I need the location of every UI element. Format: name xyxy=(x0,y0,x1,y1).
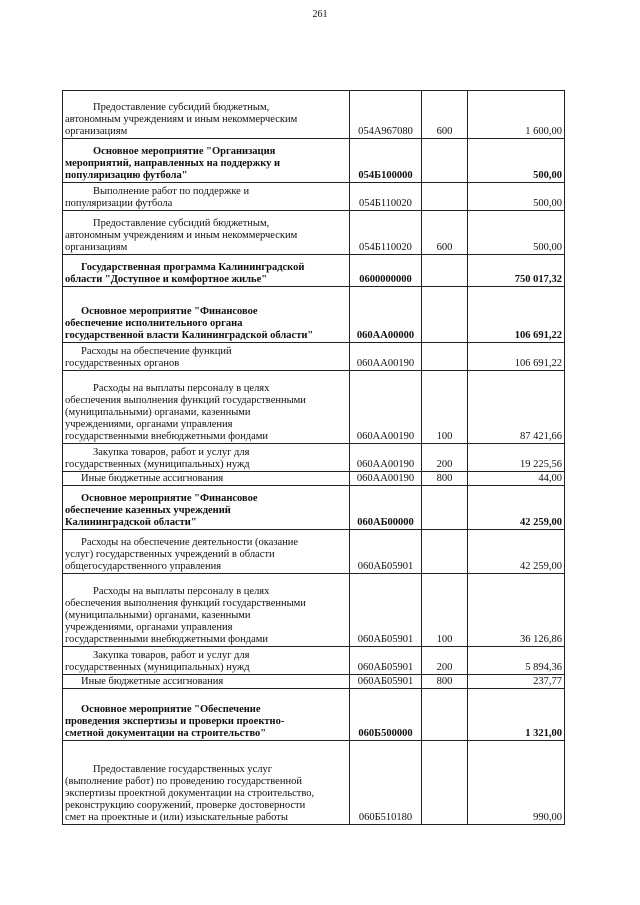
row-code: 054Б110020 xyxy=(350,183,422,211)
row-expense-type xyxy=(422,530,468,574)
row-name xyxy=(63,530,350,574)
row-code: 054А967080 xyxy=(350,91,422,139)
row-expense-type xyxy=(422,343,468,371)
row-name-line: Предоставление государственных услуг xyxy=(93,764,273,775)
row-expense-type xyxy=(422,741,468,825)
table-row xyxy=(63,287,565,343)
table-row xyxy=(63,343,565,371)
row-name-line: (выполнение работ) по проведению государственной xyxy=(65,776,302,787)
row-name xyxy=(63,139,350,183)
table-row xyxy=(63,211,565,255)
row-expense-type xyxy=(422,139,468,183)
row-name xyxy=(63,689,350,741)
row-name-line: Основное мероприятие "Организация xyxy=(93,146,276,157)
row-name-line: Расходы на выплаты персоналу в целях xyxy=(93,383,270,394)
row-name-line: государственными внебюджетными фондами xyxy=(65,431,269,442)
row-name-line: Предоставление субсидий бюджетным, xyxy=(93,102,270,113)
table-row xyxy=(63,472,565,486)
row-code: 060АБ05901 xyxy=(350,574,422,647)
row-name-line: (муниципальными) органами, казенными xyxy=(65,407,251,418)
row-code: 060АБ05901 xyxy=(350,647,422,675)
row-amount: 87 421,66 xyxy=(468,371,565,444)
row-name-line: Основное мероприятие "Финансовое xyxy=(81,493,258,504)
row-amount: 36 126,86 xyxy=(468,574,565,647)
row-amount: 106 691,22 xyxy=(468,343,565,371)
row-name-line: государственных органов xyxy=(65,358,180,369)
row-name-line: государственной власти Калининградской области" xyxy=(65,330,314,341)
row-amount: 237,77 xyxy=(468,675,565,689)
row-name-line: обеспечения выполнения функций государственными xyxy=(65,598,306,609)
row-name-line: общегосударственного управления xyxy=(65,561,222,572)
row-name xyxy=(63,741,350,825)
row-code: 060АА00000 xyxy=(350,287,422,343)
row-amount: 19 225,56 xyxy=(468,444,565,472)
row-code: 060АБ05901 xyxy=(350,675,422,689)
row-code: 054Б110020 xyxy=(350,211,422,255)
row-name xyxy=(63,444,350,472)
table-row xyxy=(63,574,565,647)
row-name xyxy=(63,371,350,444)
row-expense-type: 200 xyxy=(422,444,468,472)
row-code: 060АБ00000 xyxy=(350,486,422,530)
row-name-line: Закупка товаров, работ и услуг для xyxy=(93,650,250,661)
row-name-line: Калининградской области" xyxy=(65,517,197,528)
row-name-line: автономным учреждениям и иным некоммерческим xyxy=(65,114,298,125)
table-row xyxy=(63,444,565,472)
row-name-line: области "Доступное и комфортное жилье" xyxy=(65,274,268,285)
row-name-line: Иные бюджетные ассигнования xyxy=(81,676,224,687)
table-row xyxy=(63,139,565,183)
row-name xyxy=(63,255,350,287)
row-name-line: Иные бюджетные ассигнования xyxy=(81,473,224,484)
row-expense-type: 800 xyxy=(422,472,468,486)
row-expense-type xyxy=(422,255,468,287)
table-row xyxy=(63,689,565,741)
row-code: 054Б100000 xyxy=(350,139,422,183)
row-name-line: реконструкцию сооружений, проверке достоверности xyxy=(65,800,306,811)
row-name xyxy=(63,647,350,675)
row-expense-type xyxy=(422,689,468,741)
table-row xyxy=(63,647,565,675)
budget-table xyxy=(62,90,565,825)
table-row xyxy=(63,371,565,444)
row-name-line: Расходы на выплаты персоналу в целях xyxy=(93,586,270,597)
row-expense-type: 200 xyxy=(422,647,468,675)
row-name-line: популяризации футбола xyxy=(65,198,173,209)
table-row xyxy=(63,741,565,825)
row-code: 060АА00190 xyxy=(350,444,422,472)
page-number: 261 xyxy=(312,9,328,20)
row-amount: 42 259,00 xyxy=(468,530,565,574)
row-name-line: популяризацию футбола" xyxy=(65,170,188,181)
row-name-line: Основное мероприятие "Обеспечение xyxy=(81,704,261,715)
row-name xyxy=(63,675,350,689)
row-name-line: государственных (муниципальных) нужд xyxy=(65,459,250,470)
row-expense-type: 600 xyxy=(422,91,468,139)
row-name-line: мероприятий, направленных на поддержку и xyxy=(65,158,281,169)
row-name-line: услуг) государственных учреждений в области xyxy=(65,549,275,560)
row-name xyxy=(63,472,350,486)
row-name-line: организациям xyxy=(65,242,128,253)
row-name-line: обеспечения выполнения функций государственными xyxy=(65,395,306,406)
row-name-line: учреждениями, органами управления xyxy=(65,419,233,430)
row-code: 060Б510180 xyxy=(350,741,422,825)
row-name xyxy=(63,486,350,530)
row-name-line: учреждениями, органами управления xyxy=(65,622,233,633)
row-amount: 500,00 xyxy=(468,211,565,255)
row-name-line: государственных (муниципальных) нужд xyxy=(65,662,250,673)
row-name-line: сметной документации на строительство" xyxy=(65,728,267,739)
table-row xyxy=(63,91,565,139)
row-name xyxy=(63,574,350,647)
row-amount: 1 600,00 xyxy=(468,91,565,139)
row-expense-type xyxy=(422,183,468,211)
row-name xyxy=(63,343,350,371)
row-expense-type xyxy=(422,287,468,343)
row-name-line: Расходы на обеспечение деятельности (оказание xyxy=(81,537,299,548)
table-row xyxy=(63,530,565,574)
row-amount: 106 691,22 xyxy=(468,287,565,343)
row-name-line: Расходы на обеспечение функций xyxy=(81,346,232,357)
row-expense-type: 100 xyxy=(422,574,468,647)
row-expense-type: 100 xyxy=(422,371,468,444)
row-name-line: обеспечение исполнительного органа xyxy=(65,318,243,329)
row-name-line: Выполнение работ по поддержке и xyxy=(93,186,250,197)
row-code: 060АБ05901 xyxy=(350,530,422,574)
row-name-line: Основное мероприятие "Финансовое xyxy=(81,306,258,317)
row-amount: 500,00 xyxy=(468,139,565,183)
table-row xyxy=(63,183,565,211)
row-amount: 500,00 xyxy=(468,183,565,211)
row-amount: 5 894,36 xyxy=(468,647,565,675)
row-amount: 750 017,32 xyxy=(468,255,565,287)
row-name-line: смет на проектные и (или) изыскательные работы xyxy=(65,812,288,823)
row-code: 0600000000 xyxy=(350,255,422,287)
row-name-line: Государственная программа Калининградской xyxy=(81,262,305,273)
row-name-line: Предоставление субсидий бюджетным, xyxy=(93,218,270,229)
row-name xyxy=(63,211,350,255)
row-expense-type: 800 xyxy=(422,675,468,689)
row-name xyxy=(63,287,350,343)
row-name-line: экспертизы проектной документации на строительство, xyxy=(65,788,315,799)
row-expense-type: 600 xyxy=(422,211,468,255)
table-row xyxy=(63,255,565,287)
row-name-line: проведения экспертизы и проверки проектно- xyxy=(65,716,285,727)
row-code: 060АА00190 xyxy=(350,371,422,444)
row-code: 060АА00190 xyxy=(350,343,422,371)
row-name xyxy=(63,183,350,211)
row-amount: 44,00 xyxy=(468,472,565,486)
row-code: 060АА00190 xyxy=(350,472,422,486)
row-name-line: (муниципальными) органами, казенными xyxy=(65,610,251,621)
row-expense-type xyxy=(422,486,468,530)
table-row xyxy=(63,675,565,689)
row-name-line: государственными внебюджетными фондами xyxy=(65,634,269,645)
row-name-line: обеспечение казенных учреждений xyxy=(65,505,231,516)
row-name xyxy=(63,91,350,139)
row-code: 060Б500000 xyxy=(350,689,422,741)
row-name-line: автономным учреждениям и иным некоммерческим xyxy=(65,230,298,241)
table-row xyxy=(63,486,565,530)
row-amount: 1 321,00 xyxy=(468,689,565,741)
row-name-line: организациям xyxy=(65,126,128,137)
row-amount: 990,00 xyxy=(468,741,565,825)
row-name-line: Закупка товаров, работ и услуг для xyxy=(93,447,250,458)
row-amount: 42 259,00 xyxy=(468,486,565,530)
